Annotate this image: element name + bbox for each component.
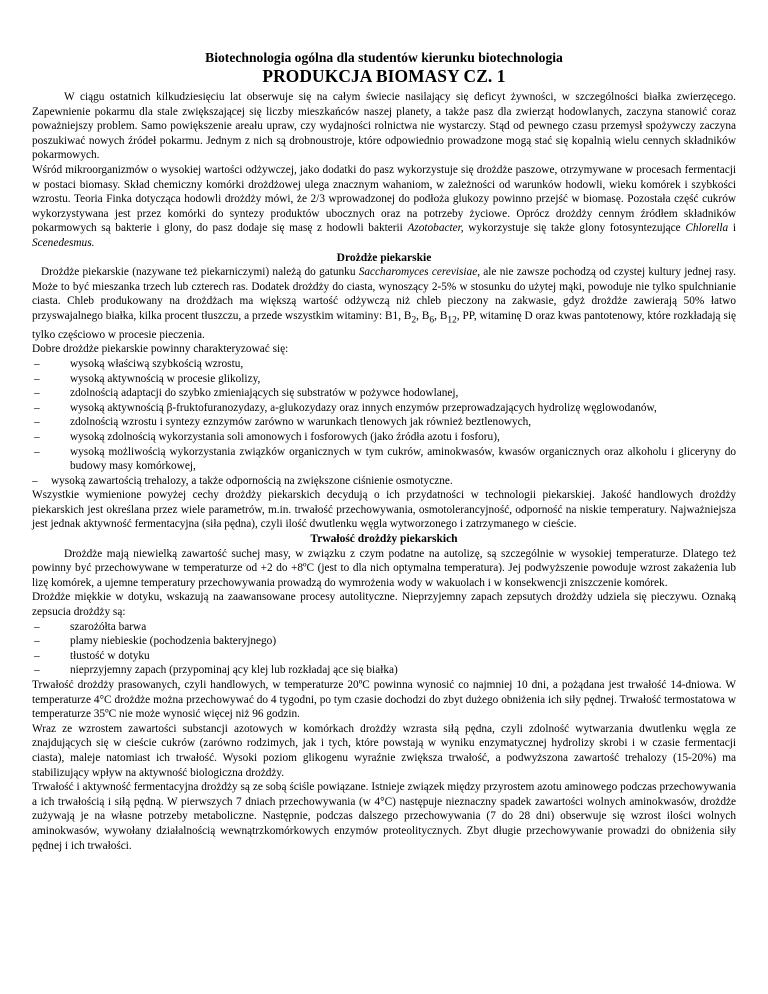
bakers-yeast-text-start: Drożdże piekarskie (nazywane też piekarniczymi) należą do gatunku (41, 266, 359, 279)
list-item: – nieprzyjemny zapach (przypominaj ący klej lub rozkładaj ące się białka) (32, 663, 736, 678)
features-list (32, 357, 736, 474)
list-item: – wysoką aktywnością β-fruktofuranozydazy, a-glukozydazy oraz innych enzymów przeprowadzających hydrolizę węglowodanów, (32, 401, 736, 416)
shelf-life-paragraph-1: Drożdże mają niewielką zawartość suchej masy, w związku z czym podatne na autolizę, są szczególnie w wysokiej temperaturze. Dlatego też powinny być przechowywane w temperaturze od +2 do +8ºC (jest to dla nich optymalna temperatura). Jej podwyższenie powoduje wzrost zakażenia lub lizę komórek, a ujemne temperatury przechowywania prowadzą do wymrożenia wody w wakuolach i w konsekwencji zniszczenie komórek. (32, 547, 736, 589)
subscript-6: 6 (429, 315, 435, 326)
bakers-yeast-text-rest: , ale nie zawsze pochodzą od czystej kultury jednej rasy. Może to być mieszanka trzech lub czterech ras. Dodatek drożdży do ciasta, wynoszący 2-5% w stosunku do użytej mąki, powoduje nie tylko spulchnianie ciasta. Chleb produkowany na drożdżach ma większą wartość odżywczą niż chleb pieczony na zakwasie, gdyż drożdże zawierają 50% łatwo przyswajalnego białka, kilka procent tłuszczu, a przede wszystkim witaminy: B1, B (32, 266, 736, 322)
list-item: – wysoką właściwą szybkością wzrostu, (32, 357, 736, 372)
intro-paragraph-1: W ciągu ostatnich kilkudziesięciu lat obserwuje się na całym świecie nasilający się deficyt żywności, w szczególności białka zwierzęcego. Zapewnienie pokarmu dla stale zwiększającej się liczby mieszkańców naszej planety, a także pasz dla zwierząt hodowlanych, zaczyna stanowić coraz poważniejszy problem. Samo powiększenie areału upraw, czy wydajności rolnictwa nie wystarczy. Stąd od pewnego czasu przemysł spożywczy zaczyna poszukiwać nowych źródeł pokarmu. Jednym z nich są drobnoustroje, które odpowiednio prowadzone mogą stać się kopalnią wielu cennych składników pokarmowych. (32, 91, 736, 162)
intro-paragraph-2 (32, 163, 736, 251)
section-title-bakers-yeast: Drożdże piekarskie (336, 251, 432, 264)
list-item: – plamy niebieskie (pochodzenia bakteryjnego) (32, 634, 736, 649)
shelf-life-paragraph-3: Trwałość drożdży prasowanych, czyli handlowych, w temperaturze 20ºC powinna wynosić co najmniej 10 dni, a pożądana jest trwałość 14-dniowa. W temperaturze 4°C drożdże można przechowywać do 4 tygodni, po tym czasie dochodzi do zbyt dużego obniżenia ich siły pędnej. Trwałość termostatowa w temperaturze 35ºC nie może wynosić więcej niż 96 godzin. (32, 679, 736, 721)
features-list-last (32, 474, 736, 489)
section-title-shelf-life: Trwałość drożdży piekarskich (310, 533, 458, 546)
genus-azotobacter: Azotobacter, (407, 222, 464, 235)
list-item: – tłustość w dotyku (32, 649, 736, 664)
shelf-life-paragraph-5: Trwałość i aktywność fermentacyjna drożdży są ze sobą ściśle powiązane. Istnieje związek między przyrostem azotu aminowego podczas przechowywania a ich trwałością i siłą pędną. W pierwszych 7 dniach przechowywania (w 4°C) następuje nieznaczny spadek zawartości wolnych aminokwasów, drożdże zużywają je na własne potrzeby metaboliczne. Następnie, podczas dalszego przechowywania (7 do 28 dni) obserwuje się wzrost ilości wolnych aminokwasów, wywołany działalnością wewnątrzkomórkowych enzymów proteolitycznych. Zbyt długie przechowywanie prowadzi do obniżenia siły pędnej i ich trwałości. (32, 781, 736, 852)
shelf-life-paragraph-4: Wraz ze wzrostem zawartości substancji azotowych w komórkach drożdży wzrasta siłą pędna, czyli zdolność wytwarzania dwutlenku węgla ze znajdujących się w cieście cukrów (zarówno rodzimych, jak i tych, które powstają w wyniku enzymatycznej hydrolizy skrobi i w czasie fermentacji ciasta), maleje natomiast ich trwałość. Wysoki poziom glikogenu wyraźnie zwiększa trwałość, a podwyższona zawartość trehalozy (15-20%) ma stabilizujący wpływ na aktywność biologiczna drożdży. (32, 722, 736, 779)
subscript-12: 12 (447, 315, 457, 326)
genus-chlorella: Chlorella (685, 222, 729, 235)
course-title: Biotechnologia ogólna dla studentów kierunku biotechnologia (205, 50, 563, 65)
list-item: – szarożółta barwa (32, 620, 736, 635)
list-item: – zdolnością wzrostu i syntezy eznzymów zarówno w warunkach tlenowych jak również beztlenowych, (32, 415, 736, 430)
shelf-life-paragraph-2: Drożdże miękkie w dotyku, wskazują na zaawansowane procesy autolityczne. Nieprzyjemny zapach zepsutych drożdży udziela się pieczywu. Oznaką zepsucia drożdży są: (32, 591, 736, 619)
list-item: – wysoką zawartością trehalozy, a także odpornością na zwiększone ciśnienie osmotyczne. (32, 474, 736, 489)
bakers-yeast-paragraph (32, 265, 736, 342)
list-item: – wysoką możliwością wykorzystania związków organicznych w tym cukrów, aminokwasów, kwasów organicznych oraz alkoholu i gliceryny do budowy masy komórkowej, (32, 445, 736, 474)
intro-and: i (728, 222, 736, 235)
list-item: – zdolnością adaptacji do szybko zmieniających się substratów w pożywce hodowlanej, (32, 386, 736, 401)
intro-paragraph-2-mid: wykorzystuje się także glony fotosyntezujące (463, 222, 686, 235)
separator-b6: , B (416, 309, 430, 322)
document-title: PRODUKCJA BIOMASY CZ. 1 (262, 66, 506, 86)
genus-scenedesmus: Scenedesmus. (32, 236, 95, 249)
intro-paragraph-2-text: Wśród mikroorganizmów o wysokiej wartości odżywczej, jako dodatki do pasz wykorzystuje się drożdże paszowe, otrzymywane w procesach fermentacji w postaci biomasy. Skład chemiczny komórki drożdżowej ulega znacznym wahaniom, w zależności od warunków hodowli, wieku komórek i szybkości wzrostu. Teoria Finka dotycząca hodowli drożdży mówi, że 2/3 wprowadzonej do podłoża glukozy powinno przejść w biomasę. Pozostała część cukrów wykorzystywana jest przez komórki do syntezy produktów ubocznych oraz na potrzeby życiowe. Oprócz drożdży cennym źródłem składników pokarmowych są bakterie i glony, do pasz dodaje się masę z hodowli bakterii (32, 163, 736, 235)
spoilage-signs-list (32, 620, 736, 678)
list-item: – wysoką zdolnością wykorzystania soli amonowych i fosforowych (jako źródła azotu i fosforu), (32, 430, 736, 445)
list-item: – wysoką aktywnością w procesie glikolizy, (32, 372, 736, 387)
bakers-yeast-summary: Wszystkie wymienione powyżej cechy drożdży piekarskich decydują o ich przydatności w technologii piekarskiej. Jakość handlowych drożdży piekarskich jest określana przez wiele parametrów, m.in. trwałość przechowywania, osmotolerancyjność, odporność na niskie temperatury. Najważniejsza jest jednak aktywność fermentacyjna (siła pędna), czyli ilość dwutlenku węgla wytworzonego i zatrzymanego w cieście. (32, 489, 736, 531)
subscript-2: 2 (411, 315, 417, 326)
species-name: Saccharomyces cerevisiae (358, 266, 478, 279)
separator-b12: , B (434, 309, 448, 322)
features-list-intro: Dobre drożdże piekarskie powinny charakteryzować się: (32, 343, 289, 356)
bakers-yeast-text-end: , PP, witaminę D oraz kwas pantotenowy, które rozkładają się tylko częściowo w procesie pieczenia. (32, 309, 736, 341)
